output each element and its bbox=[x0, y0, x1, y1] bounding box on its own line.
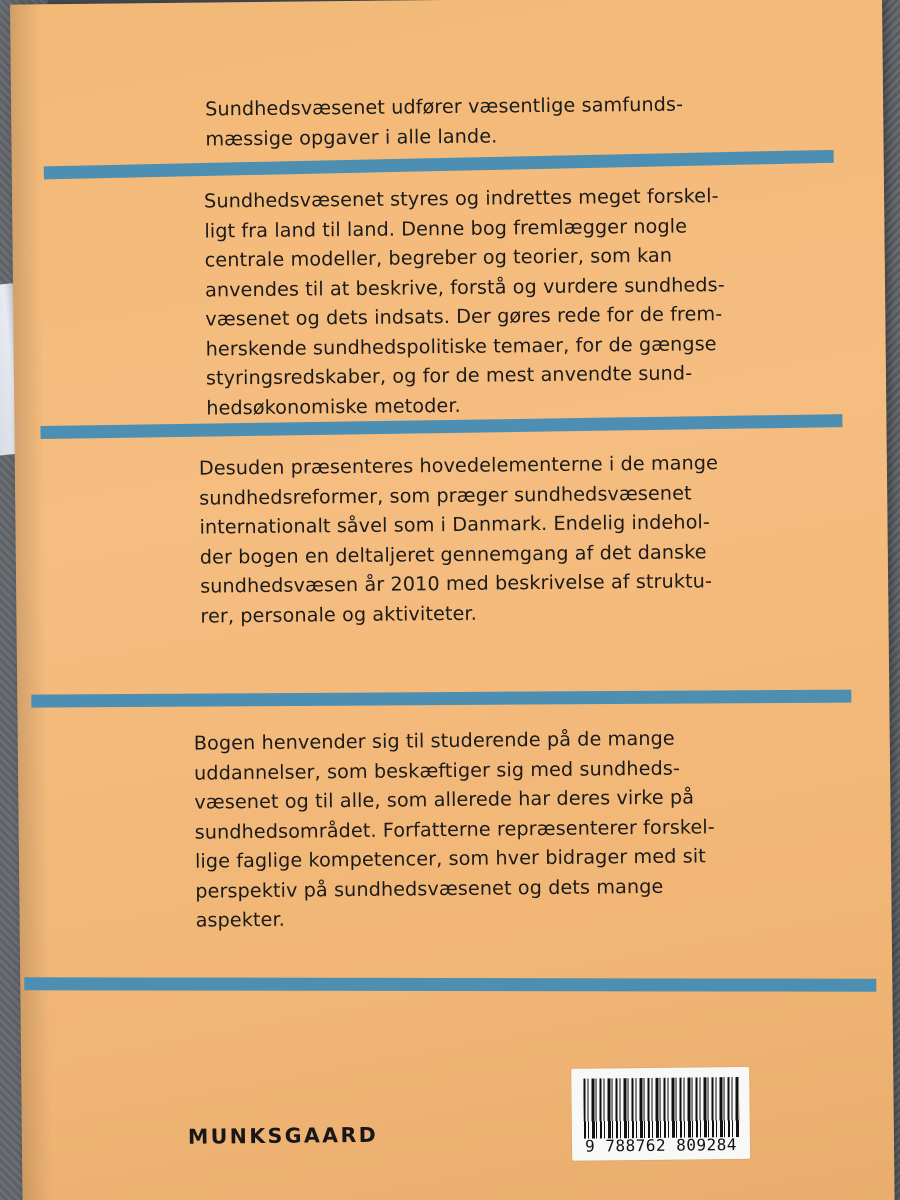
isbn-barcode bbox=[571, 1067, 750, 1161]
text-line: Desuden præsenteres hovedelementerne i de mange bbox=[198, 451, 719, 480]
text-line: internationalt såvel som i Danmark. Endelig indehol- bbox=[199, 510, 711, 539]
text-line: rer, personale og aktiviteter. bbox=[200, 601, 477, 628]
text-line: anvendes til at beskrive, forstå og vurdere sundheds- bbox=[204, 272, 725, 302]
divider-rule-3 bbox=[31, 690, 851, 708]
text-line: sundhedsvæsen år 2010 med beskrivelse af struktu- bbox=[200, 569, 713, 598]
text-line: hedsøkonomiske metoder. bbox=[206, 393, 461, 420]
text-line: styringsredskaber, og for de mest anvendte sund- bbox=[205, 361, 693, 390]
isbn-number: 9 788762 809284 bbox=[584, 1135, 738, 1156]
text-line: aspekter. bbox=[195, 907, 286, 932]
text-line: centrale modeller, begreber og teorier, som kan bbox=[204, 243, 673, 272]
barcode-bars bbox=[583, 1077, 740, 1139]
text-line: uddannelser, som beskæftiger sig med sundheds- bbox=[193, 756, 681, 785]
text-line: ligt fra land til land. Denne bog fremlægger nogle bbox=[204, 213, 688, 243]
paragraph-4 bbox=[194, 723, 716, 935]
book-back-cover bbox=[10, 0, 895, 1200]
publisher-logo: MUNKSGAARD bbox=[187, 1122, 379, 1149]
text-line: væsenet og til alle, som allerede har deres virke på bbox=[194, 785, 695, 814]
text-line: sundhedsreformer, som præger sundhedsvæsenet bbox=[199, 480, 692, 510]
text-line: væsenet og dets indsats. Der gøres rede for de frem- bbox=[205, 302, 723, 331]
text-line: Bogen henvender sig til studerende på de mange bbox=[193, 726, 675, 755]
text-line: Sundhedsvæsenet udfører væsentlige samfunds- bbox=[205, 92, 684, 121]
paragraph-2 bbox=[204, 181, 726, 422]
paragraph-3 bbox=[199, 448, 720, 630]
text-line: Sundhedsvæsenet styres og indrettes meget forskel- bbox=[203, 184, 719, 213]
text-line: mæssige opgaver i alle lande. bbox=[205, 123, 498, 151]
divider-rule-4 bbox=[24, 977, 876, 991]
text-line: herskende sundhedspolitiske temaer, for de gængse bbox=[205, 331, 717, 361]
text-line: der bogen en deltaljeret gennemgang af det danske bbox=[199, 539, 707, 569]
paragraph-1 bbox=[205, 90, 684, 154]
text-line: sundhedsområdet. Forfatterne repræsenterer forskel- bbox=[194, 814, 715, 844]
text-line: lige faglige kompetencer, som hver bidrager med sit bbox=[194, 844, 706, 873]
text-line: perspektiv på sundhedsvæsenet og dets mange bbox=[195, 874, 664, 903]
divider-rule-1 bbox=[44, 150, 834, 180]
